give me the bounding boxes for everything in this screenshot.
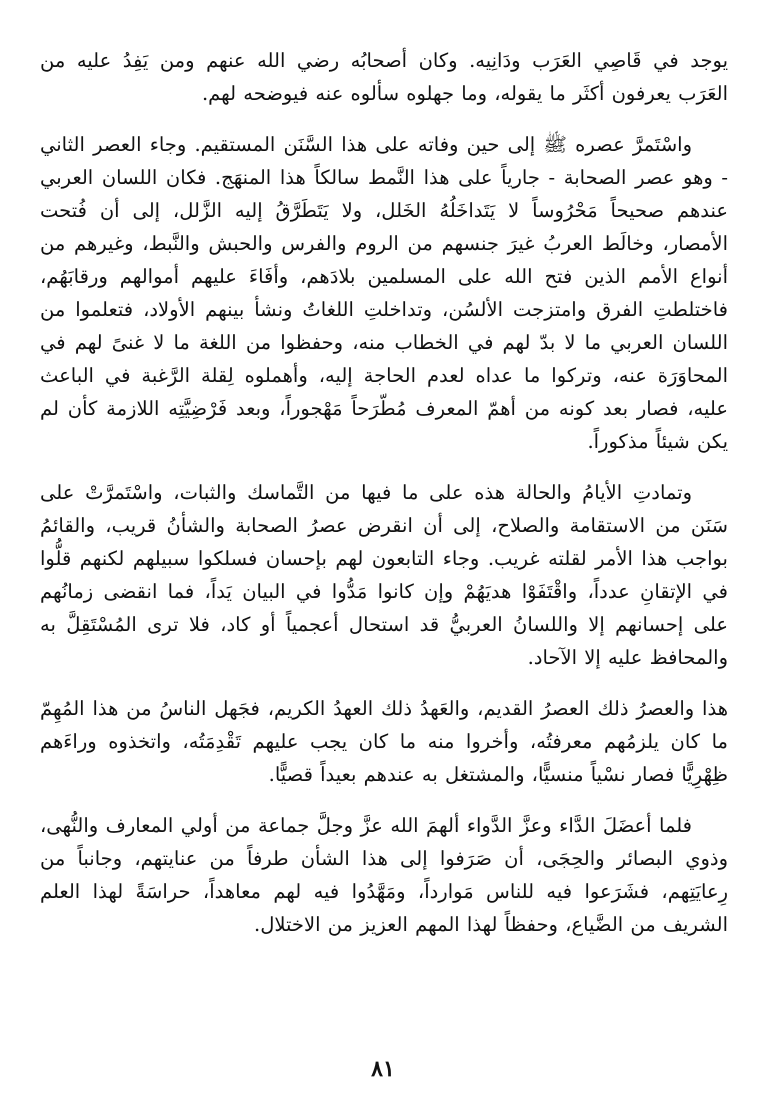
paragraph-4: هذا والعصرُ ذلك العصرُ القديم، والعَهدُ ذلك العهدُ الكريم، فجَهل الناسُ من هذا المُهِمّ ما كان يلزمُهم معرفتُه، وأخروا منه ما كان يجب عليهم تَقْدِمَتُه، واتخذوه وراءَهم ظِهْرِيًّا فصار نسْياً منسيًّا، والمشتغل به عندهم بعيداً قصيًّا. xyxy=(40,697,728,786)
body-text xyxy=(40,44,728,941)
paragraph-2: واسْتَمرَّ عصره ﷺ إلى حين وفاته على هذا السَّنَن المستقيم. وجاء العصر الثاني - وهو عصر الصحابة - جارياً على هذا النَّمط سالكاً هذا المنهَج. فكان اللسان العربي عندهم صحيحاً مَحْرُوساً لا يَتَداخَلُهُ الخَلل، ولا يَتَطَرَّقُ إليه الزَّلل، إلى أن فُتحت الأمصار، وخالَط العربُ غيرَ جنسهم من الروم والفرس والحبش والنَّبط، وغيرهم من أنواع الأمم الذين فتح الله على المسلمين بلادَهم، وأفَاءَ عليهم أموالهم ورقابَهُم، فاختلطتِ الفرق وامتزجت الألسُن، وتداخلتِ اللغاتُ ونشأ بينهم الأولاد، فتعلموا من اللسان العربي ما لا بدّ لهم في الخطاب منه، وحفظوا من اللغة ما لا غنىً لهم في المحاوَرَة عنه، وتركوا ما عداه لعدم الحاجة إليه، وأهملوه لِقلة الرَّغبة في الباعث عليه، فصار بعد كونه من أهمّ المعرف مُطّرَحاً مَهْجوراً، وبعد فَرْضِيَّتِه اللازمة كأن لم يكن شيئاً مذكوراً. xyxy=(40,133,728,453)
paragraph-5: فلما أعضَلَ الدَّاء وعزَّ الدَّواء ألهمَ الله عزَّ وجلَّ جماعة من أولي المعارف والنُّهى، وذوي البصائر والحِجَى، أن صَرَفوا إلى هذا الشأن طرفاً من عنايتهم، وجانباً من رِعايَتِهم، فشَرَعوا فيه للناس مَوارداً، ومَهَّدُوا فيه لهم معاهداً، حراسَةً لهذا العلم الشريف من الضَّياع، وحفظاً لهذا المهم العزيز من الاختلال. xyxy=(40,814,728,936)
page-number: ٨١ xyxy=(371,1056,395,1082)
paragraph-3: وتمادتِ الأيامُ والحالة هذه على ما فيها من التَّماسك والثبات، واسْتَمرَّتْ على سَنَن من الاستقامة والصلاح، إلى أن انقرض عصرُ الصحابة والشأنُ قريب، والقائمُ بواجب هذا الأمر لقلته غريب. وجاء التابعون لهم بإحسان فسلكوا سبيلهم لكنهم قلُّوا في الإتقانِ عدداً، واقْتَفَوْا هديَهُمْ وإن كانوا مَدُّوا في البيان يَداً، فما انقضى زمانُهم على إحسانهم إلا واللسانُ العربيُّ قد استحال أعجمياً أو كاد، فلا ترى المُسْتَقِلَّ به والمحافظ عليه إلا الآحاد. xyxy=(40,481,728,669)
paragraph-1: يوجد في قَاصِي العَرَب ودَانِيه. وكان أصحابُه رضي الله عنهم ومن يَفِدُ عليه من العَرَب يعرفون أكثَر ما يقوله، وما جهلوه سألوه عنه فيوضحه لهم. xyxy=(40,49,728,105)
